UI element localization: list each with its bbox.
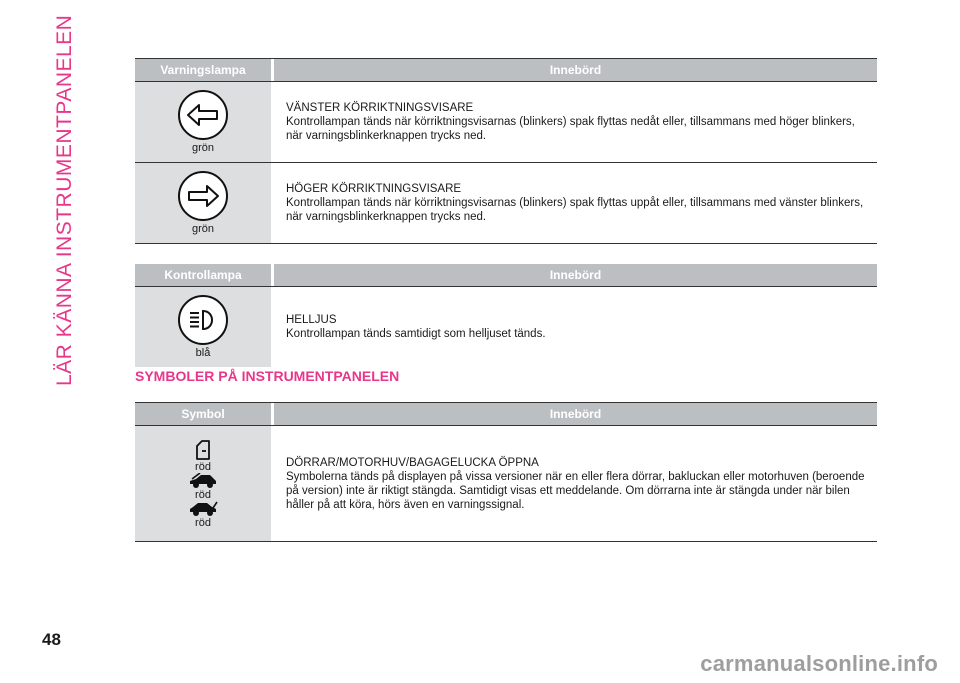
meaning-cell <box>274 82 877 162</box>
meaning-cell <box>274 426 877 541</box>
right-arrow-icon <box>178 171 228 221</box>
row-title: VÄNSTER KÖRRIKTNINGSVISARE <box>286 102 474 114</box>
icon-cell <box>135 163 274 243</box>
table-header <box>135 264 877 287</box>
row-text: Kontrollampan tänds när körriktningsvisarnas (blinkers) spak flyttas nedåt eller, tillsammans med höger blinkers, när varningsblinkerknappen trycks ned. <box>286 116 855 142</box>
control-lamp-table <box>135 264 877 367</box>
header-col-meaning: Innebörd <box>549 268 602 282</box>
table-header <box>135 403 877 426</box>
page-number: 48 <box>42 630 61 649</box>
section-heading: SYMBOLER PÅ INSTRUMENTPANELEN <box>135 368 400 384</box>
color-label: röd <box>195 460 211 473</box>
row-title: DÖRRAR/MOTORHUV/BAGAGELUCKA ÖPPNA <box>286 456 539 469</box>
watermark: carmanualsonline.info <box>700 651 938 676</box>
trunk-open-icon <box>188 501 218 517</box>
meaning-cell <box>274 287 877 367</box>
meaning-cell <box>274 163 877 243</box>
header-col-symbol: Kontrollampa <box>135 264 274 286</box>
icon-cell <box>135 426 274 541</box>
row-text: Kontrollampan tänds när körriktningsvisarnas (blinkers) spak flyttas uppåt eller, tillsammans med vänster blinkers, när varningsblinkerknappen trycks ned. <box>286 197 864 223</box>
color-label: röd <box>195 516 211 529</box>
row-title: HÖGER KÖRRIKTNINGSVISARE <box>286 183 462 195</box>
color-label: blå <box>195 347 211 359</box>
warning-lamp-table <box>135 59 877 244</box>
door-open-icon <box>192 439 214 461</box>
table-header <box>135 59 877 82</box>
table-row <box>135 82 877 163</box>
high-beam-icon <box>178 295 228 345</box>
table-row <box>135 163 877 244</box>
chapter-title: LÄR KÄNNA INSTRUMENTPANELEN <box>53 14 76 386</box>
table-row <box>135 426 877 542</box>
row-title: HELLJUS <box>286 314 337 326</box>
row-text: Kontrollampan tänds samtidigt som helljuset tänds. <box>286 328 546 340</box>
table-row <box>135 287 877 367</box>
header-col-meaning: Innebörd <box>549 63 602 77</box>
hood-open-icon <box>188 473 218 489</box>
left-arrow-icon <box>178 90 228 140</box>
color-label: röd <box>195 488 211 501</box>
header-col-meaning: Innebörd <box>549 407 602 421</box>
icon-cell <box>135 82 274 162</box>
color-label: grön <box>191 223 215 235</box>
icon-cell <box>135 287 274 367</box>
color-label: grön <box>191 142 215 154</box>
row-text: Symbolerna tänds på displayen på vissa versioner när en eller flera dörrar, bakluckan eller motorhuven (beroende på version) inte är riktigt stängda. Samtidigt visas ett meddelande. Om dörrarna inte är stängda under när bilen håller på att köra, hörs även en varningssignal. <box>286 470 865 511</box>
header-col-symbol: Symbol <box>135 403 274 425</box>
header-col-symbol: Varningslampa <box>135 59 274 81</box>
symbol-table <box>135 403 877 542</box>
